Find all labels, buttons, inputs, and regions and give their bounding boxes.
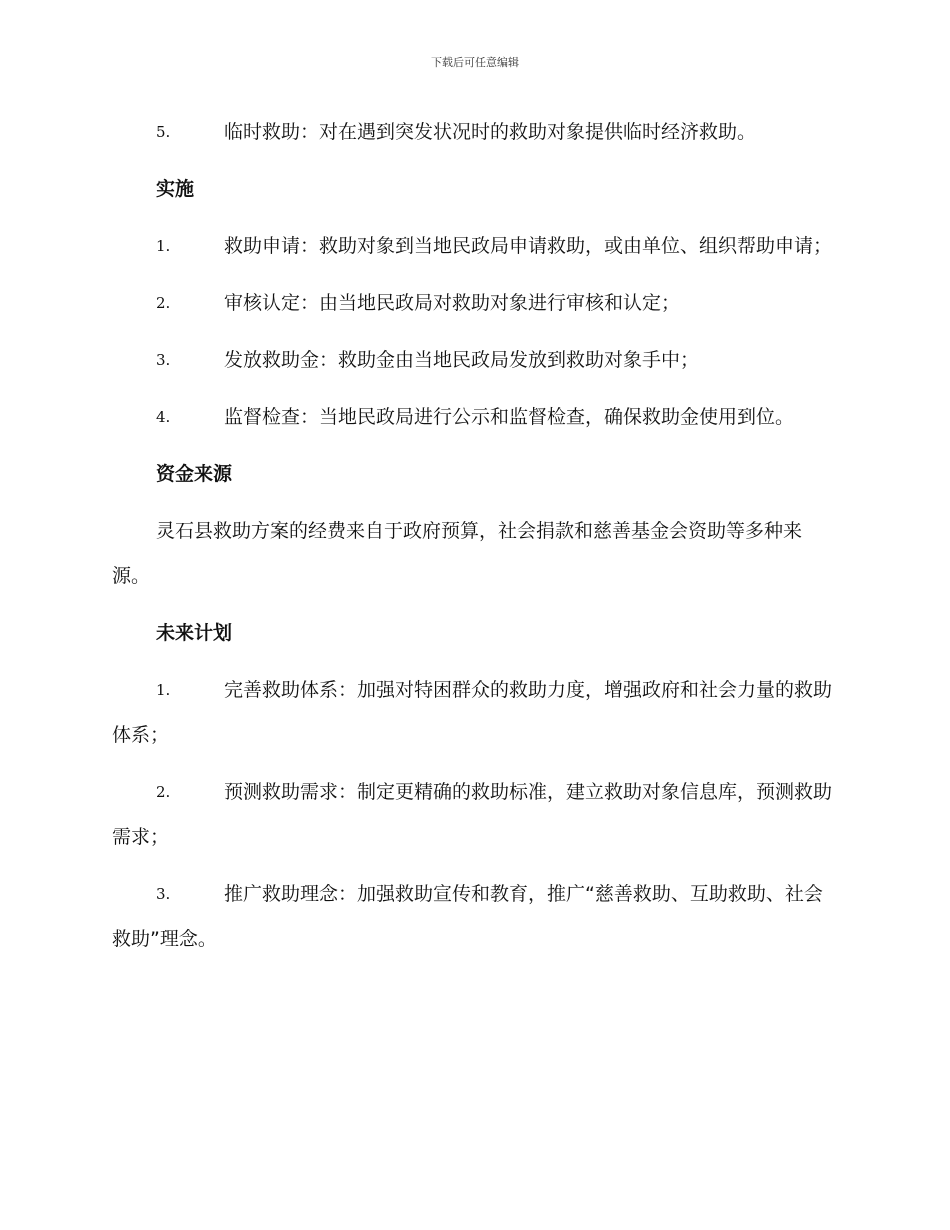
list-number: 3. bbox=[156, 885, 171, 903]
list-item bbox=[112, 224, 834, 269]
list-number: 1. bbox=[156, 237, 171, 255]
list-text: 救助申请：救助对象到当地民政局申请救助，或由单位、组织帮助申请； bbox=[224, 235, 833, 257]
list-text: 完善救助体系：加强对特困群众的救助力度，增强政府和社会力量的救助体系； bbox=[112, 679, 833, 746]
list-item bbox=[112, 872, 834, 962]
list-item bbox=[112, 395, 834, 440]
list-item bbox=[112, 338, 834, 383]
list-number: 2. bbox=[156, 294, 171, 312]
list-item bbox=[112, 281, 834, 326]
list-number: 3. bbox=[156, 351, 171, 369]
document-body bbox=[112, 110, 834, 962]
list-text: 临时救助：对在遇到突发状况时的救助对象提供临时经济救助。 bbox=[224, 121, 757, 143]
list-text: 发放救助金：救助金由当地民政局发放到救助对象手中； bbox=[224, 349, 700, 371]
list-text: 预测救助需求：制定更精确的救助标准，建立救助对象信息库，预测救助需求； bbox=[112, 781, 833, 848]
section-heading: 未来计划 bbox=[156, 622, 233, 644]
section-heading: 资金来源 bbox=[156, 463, 233, 485]
list-number: 5. bbox=[156, 123, 171, 141]
list-item bbox=[112, 110, 834, 155]
list-text: 监督检查：当地民政局进行公示和监督检查，确保救助金使用到位。 bbox=[224, 406, 795, 428]
page-header: 下载后可任意编辑 bbox=[431, 56, 519, 69]
list-item bbox=[112, 668, 834, 758]
list-text: 审核认定：由当地民政局对救助对象进行审核和认定； bbox=[224, 292, 681, 314]
list-number: 1. bbox=[156, 681, 171, 699]
list-text: 推广救助理念：加强救助宣传和教育，推广“慈善救助、互助救助、社会救助”理念。 bbox=[112, 883, 823, 950]
list-item bbox=[112, 770, 834, 860]
list-number: 4. bbox=[156, 408, 171, 426]
list-number: 2. bbox=[156, 783, 171, 801]
paragraph: 灵石县救助方案的经费来自于政府预算，社会捐款和慈善基金会资助等多种来源。 bbox=[112, 520, 803, 587]
section-heading: 实施 bbox=[156, 178, 195, 200]
